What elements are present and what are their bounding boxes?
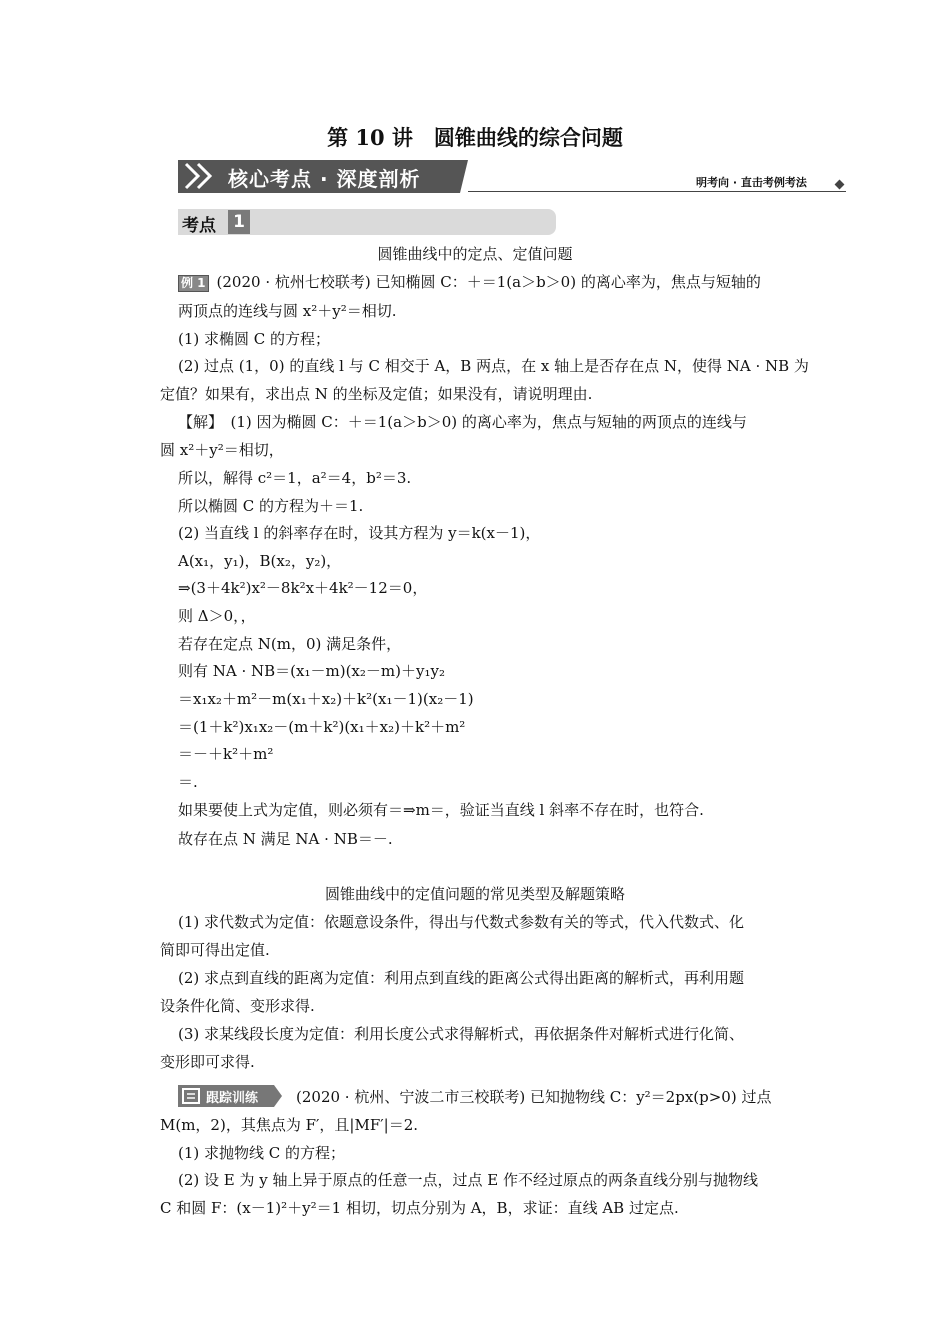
solution-line: 则 Δ＞0，，: [178, 607, 256, 625]
solution-line: 故存在点 N 满足 NA · NB＝－.: [178, 830, 393, 848]
solution-line: 所以，解得 c²＝1，a²＝4，b²＝3.: [178, 469, 412, 487]
example-line: (1) 求椭圆 C 的方程；: [178, 330, 331, 348]
strategy-line: (3) 求某线段长度为定值：利用长度公式求得解析式，再依据条件对解析式进行化简、: [178, 1025, 745, 1043]
training-badge: 跟踪训练: [206, 1091, 259, 1106]
banner-label: 核心考点 · 深度剖析: [228, 167, 421, 191]
example-line: (2) 过点 (1，0) 的直线 l 与 C 相交于 A，B 两点，在 x 轴上是否存在点 N，使得 NA · NB 为: [178, 357, 809, 375]
training-line: C 和圆 F：(x－1)²＋y²＝1 相切，切点分别为 A，B，求证：直线 AB 过定点.: [160, 1199, 679, 1217]
example-line: 定值？如果有，求出点 N 的坐标及定值；如果没有，请说明理由.: [160, 385, 593, 403]
solution-line: 若存在定点 N(m，0) 满足条件，: [178, 635, 402, 653]
example-line: 两顶点的连线与圆 x²＋y²＝相切.: [178, 302, 397, 320]
solution-line: 圆 x²＋y²＝相切，: [160, 441, 284, 459]
strategy-line: (1) 求代数式为定值：依题意设条件，得出与代数式参数有关的等式，代入代数式、化: [178, 913, 745, 931]
strategy-line: (2) 求点到直线的距离为定值：利用点到直线的距离公式得出距离的解析式，再利用题: [178, 969, 745, 987]
kaodian-bar: [178, 209, 556, 235]
training-line: M(m，2)，其焦点为 F′，且|MF′|＝2.: [160, 1116, 419, 1134]
solution-line: ＝(1＋k²)x₁x₂－(m＋k²)(x₁＋x₂)＋k²＋m²: [178, 718, 466, 736]
solution-line: A(x₁，y₁)，B(x₂，y₂)，: [178, 552, 342, 570]
strategy-line: 变形即可求得.: [160, 1053, 255, 1071]
training-line: (2020 · 杭州、宁波二市三校联考) 已知抛物线 C：y²＝2px(p>0) 过点: [296, 1088, 772, 1106]
example-badge: 例 1: [178, 275, 209, 292]
diamond-icon: [835, 180, 845, 190]
section1-heading: 圆锥曲线中的定点、定值问题: [377, 245, 573, 263]
solution-line: 如果要使上式为定值，则必须有＝⇒m＝，验证当直线 l 斜率不存在时，也符合.: [178, 801, 704, 819]
solution-line: 则有 NA · NB＝(x₁－m)(x₂－m)＋y₁y₂: [178, 662, 445, 680]
solution-line: ＝.: [178, 773, 198, 791]
strategy-line: 设条件化简、变形求得.: [160, 997, 315, 1015]
solution-line: 所以椭圆 C 的方程为＋＝1.: [178, 497, 364, 515]
solution-line: (2) 当直线 l 的斜率存在时，设其方程为 y＝k(x－1)，: [178, 524, 541, 542]
banner-divider: [468, 191, 846, 192]
banner-subtitle: 明考向 · 直击考例考法: [696, 176, 807, 189]
example-line: 例 1 (2020 · 杭州七校联考) 已知椭圆 C：＋＝1(a＞b＞0) 的离心率为，焦点与短轴的: [178, 272, 761, 292]
page-title: 第 10 讲 圆锥曲线的综合问题: [327, 125, 623, 150]
kaodian-number: 1: [228, 210, 250, 234]
solution-line: ＝－＋k²＋m²: [178, 745, 274, 763]
strategy-line: 简即可得出定值.: [160, 941, 270, 959]
training-line: (2) 设 E 为 y 轴上异于原点的任意一点，过点 E 作不经过原点的两条直线分别与抛物线: [178, 1171, 759, 1189]
solution-line: 【解】 (1) 因为椭圆 C：＋＝1(a＞b＞0) 的离心率为，焦点与短轴的两顶点的连线与: [178, 413, 747, 431]
solution-line: ＝x₁x₂＋m²－m(x₁＋x₂)＋k²(x₁－1)(x₂－1): [178, 690, 474, 708]
training-line: (1) 求抛物线 C 的方程；: [178, 1144, 346, 1162]
section2-heading: 圆锥曲线中的定值问题的常见类型及解题策略: [324, 885, 625, 903]
solution-line: ⇒(3＋4k²)x²－8k²x＋4k²－12＝0，: [178, 579, 428, 597]
kaodian-label: 考点: [182, 216, 216, 236]
